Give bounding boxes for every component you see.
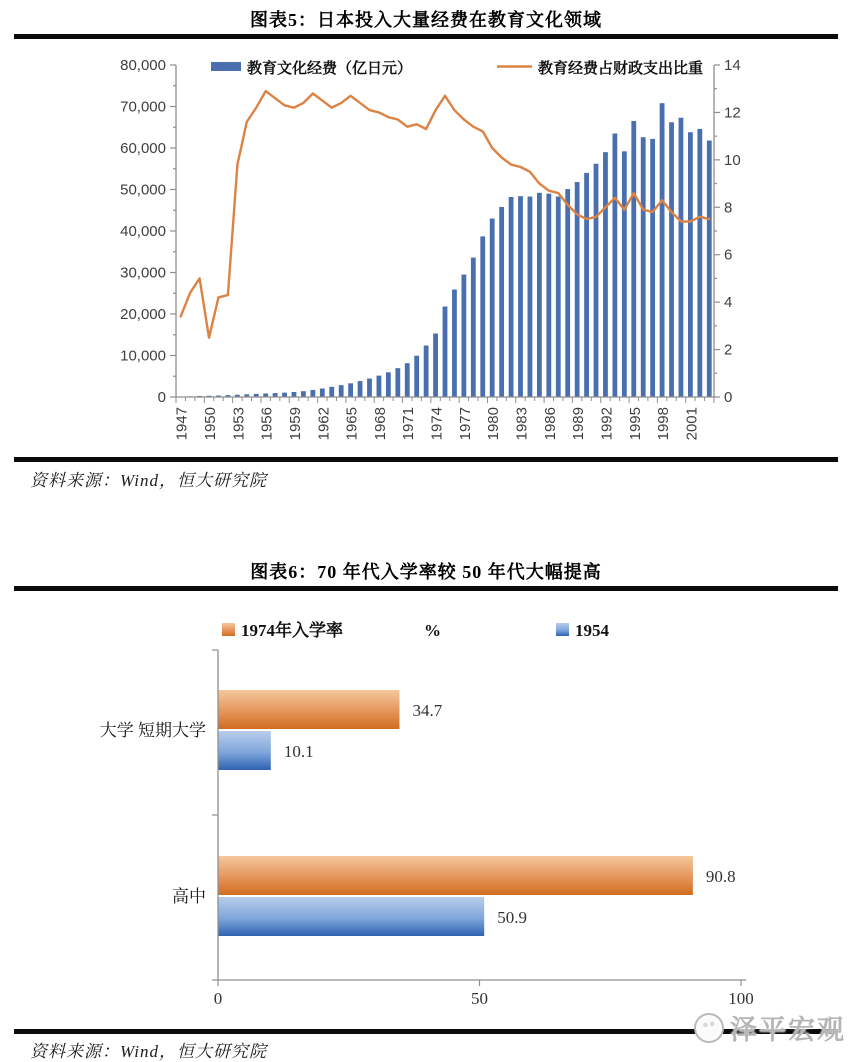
svg-text:90.8: 90.8 [705, 867, 736, 886]
svg-text:1980: 1980 [485, 407, 503, 441]
watermark-logo-icon [694, 1013, 724, 1043]
svg-text:4: 4 [724, 294, 733, 312]
svg-text:6: 6 [724, 246, 733, 264]
svg-text:2001: 2001 [683, 407, 701, 441]
svg-text:1992: 1992 [598, 407, 616, 441]
figure6-title: 图表6：70 年代入学率较 50 年代大幅提高 [250, 562, 602, 582]
zeping-macro-watermark [694, 1008, 846, 1047]
svg-text:2: 2 [724, 341, 733, 359]
svg-text:1954: 1954 [575, 621, 609, 640]
bar-1954-0 [218, 731, 271, 770]
figure5-combo-chart [0, 48, 852, 453]
svg-text:80,000: 80,000 [120, 57, 166, 74]
x-axis-year-labels [174, 407, 701, 440]
figure6-hbar-chart [0, 598, 852, 1020]
svg-text:1998: 1998 [655, 407, 673, 441]
figure5-title: 图表5：日本投入大量经费在教育文化领域 [250, 10, 602, 30]
svg-text:1989: 1989 [570, 407, 588, 441]
figure6-svg [0, 598, 852, 1020]
svg-text:10.1: 10.1 [283, 742, 314, 761]
watermark-text: 泽平宏观 [730, 1015, 846, 1045]
svg-text:大学 短期大学: 大学 短期大学 [99, 721, 206, 740]
figure5-legend [211, 59, 703, 77]
svg-text:1974: 1974 [428, 407, 446, 441]
bar-1974-0 [218, 690, 400, 729]
svg-text:1986: 1986 [541, 407, 559, 441]
svg-text:0: 0 [157, 389, 166, 406]
svg-text:1950: 1950 [202, 407, 220, 441]
svg-text:1974年入学率: 1974年入学率 [241, 621, 343, 640]
svg-text:50,000: 50,000 [120, 181, 166, 199]
svg-text:1947: 1947 [173, 407, 191, 441]
axes [120, 57, 741, 406]
svg-text:34.7: 34.7 [412, 701, 443, 720]
svg-text:30,000: 30,000 [120, 264, 166, 282]
svg-text:教育经费占财政支出比重: 教育经费占财政支出比重 [538, 61, 704, 77]
legend-1954-swatch [556, 623, 569, 636]
enrollment-bars [100, 690, 736, 936]
svg-text:12: 12 [724, 104, 741, 122]
svg-text:1977: 1977 [456, 407, 474, 441]
divider-figure5-top [14, 34, 838, 39]
svg-text:高中: 高中 [172, 887, 206, 906]
bar-1974-1 [218, 856, 693, 895]
svg-text:0: 0 [724, 389, 733, 406]
divider-figure6-top [14, 586, 838, 591]
expenditure-bars [178, 103, 711, 397]
svg-text:1965: 1965 [343, 407, 361, 441]
svg-text:1959: 1959 [286, 407, 304, 441]
svg-text:20,000: 20,000 [120, 306, 166, 323]
svg-text:50.9: 50.9 [497, 908, 527, 927]
figure5-svg [0, 48, 852, 453]
figure5-source: 资料来源：Wind，恒大研究院 [30, 471, 267, 490]
svg-text:1956: 1956 [258, 407, 276, 441]
svg-text:10: 10 [724, 151, 741, 169]
bar-1954-1 [218, 897, 484, 936]
svg-text:1962: 1962 [315, 407, 333, 441]
svg-text:60,000: 60,000 [120, 140, 166, 157]
svg-text:8: 8 [724, 199, 733, 217]
svg-text:1953: 1953 [230, 407, 248, 441]
svg-text:14: 14 [724, 57, 741, 74]
svg-text:%: % [424, 621, 441, 640]
svg-text:50: 50 [471, 989, 488, 1008]
svg-text:100: 100 [728, 989, 754, 1008]
svg-text:1968: 1968 [371, 407, 389, 441]
svg-text:70,000: 70,000 [120, 98, 166, 116]
svg-text:40,000: 40,000 [120, 223, 166, 240]
ratio-line [181, 91, 710, 338]
legend-1974-swatch [222, 623, 235, 636]
legend-bar-swatch [211, 62, 241, 71]
svg-text:10,000: 10,000 [120, 347, 166, 365]
figure6-source: 资料来源：Wind，恒大研究院 [30, 1042, 267, 1061]
svg-text:0: 0 [213, 989, 223, 1008]
svg-text:教育文化经费（亿日元）: 教育文化经费（亿日元） [247, 61, 413, 77]
figure6-legend [222, 620, 610, 640]
divider-figure5-bottom [14, 457, 838, 462]
svg-text:1995: 1995 [626, 407, 644, 441]
svg-text:1971: 1971 [400, 407, 418, 441]
svg-text:1983: 1983 [513, 407, 531, 441]
